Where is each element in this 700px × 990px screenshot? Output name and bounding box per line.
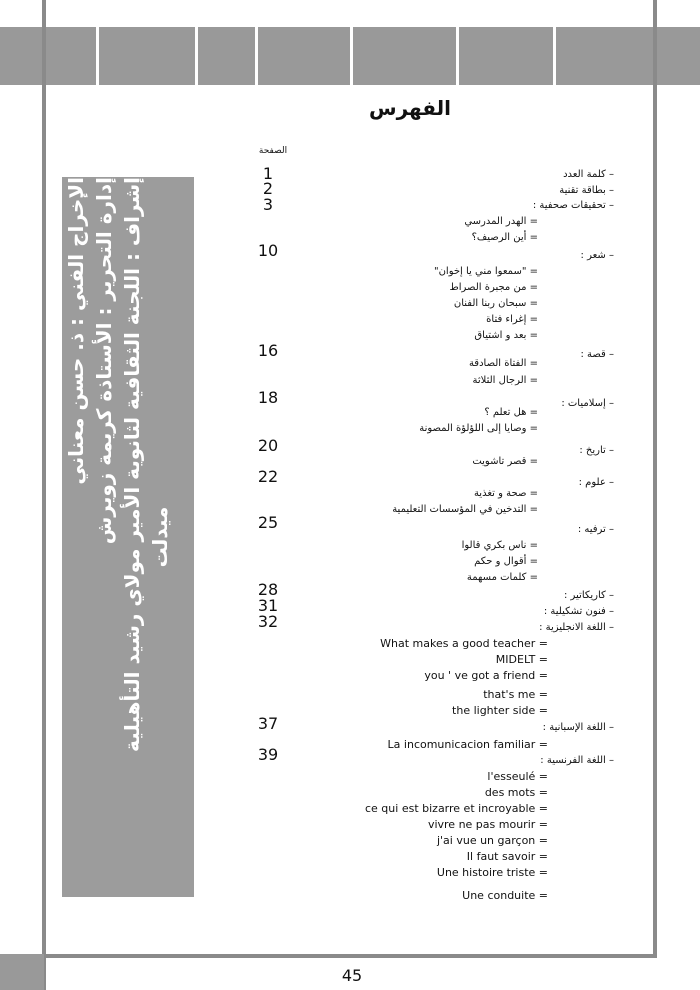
toc-entry: = إغراء فتاة [486,314,538,325]
toc-entry: = الرجال الثلاثة [472,375,538,386]
toc-entry: Il faut savoir = [466,850,548,863]
page-number: 45 [341,966,363,985]
toc-entry: = "سمعوا مني يا إخوان" [433,266,538,277]
credit-line: الإخراج الفني : ذ. حسن معناني [64,177,88,485]
toc-entry: = صحة و تغذية [473,488,538,499]
toc-entry: j'ai vue un garçon = [436,834,548,847]
toc-page-number: 3 [262,195,274,214]
toc-page-number: 10 [257,241,279,260]
credit-line: ميدلت [148,506,172,568]
header-divider [96,27,99,85]
toc-entry: – علوم : [578,477,614,488]
toc-entry: – اللغة الانجليزية : [539,622,614,633]
footer-corner-block [0,954,44,990]
toc-page-number: 20 [257,436,279,455]
toc-page-number: 16 [257,341,279,360]
toc-entry: – قصة : [580,349,614,360]
toc-entry: = هل تعلم ؟ [484,407,538,418]
page-column-header: الصفحة [258,146,288,156]
toc-entry: – كلمة العدد [563,169,614,180]
toc-entry: Une conduite = [462,889,548,902]
header-divider [456,27,459,85]
toc-entry: ce qui est bizarre et incroyable = [365,802,548,815]
toc-page-number: 31 [257,596,279,615]
toc-entry: that's me = [483,688,548,701]
header-band [0,27,700,85]
toc-page-number: 28 [257,580,279,599]
header-divider [553,27,556,85]
toc-entry: – تحقيقات صحفية : [532,200,614,211]
toc-page-number: 25 [257,513,279,532]
toc-entry: MIDELT = [495,653,548,666]
toc-entry: – اللغة الفرنسية : [540,755,614,766]
credit-line: إشراف : اللجنة الثقافية لثانوية الأمير مولاي رشيد التأهيلية [120,177,144,752]
toc-entry: you ' ve got a friend = [424,669,548,682]
frame-line-left [42,0,46,990]
credit-line: إدارة التحرير : الأستاذة كريمة زويرش [92,177,116,545]
frame-line-bottom [42,954,657,958]
toc-entry: the lighter side = [452,704,548,717]
toc-page-number: 39 [257,745,279,764]
toc-entry: – ترفيه : [577,524,614,535]
toc-entry: = أقوال و حكم [474,556,538,567]
header-divider [195,27,198,85]
frame-line-right [653,0,657,958]
toc-entry: Une histoire triste = [436,866,548,879]
toc-entry: = الهدر المدرسي [464,216,538,227]
toc-entry: – شعر : [580,250,614,261]
toc-entry: – اللغة الإسبانية : [542,722,614,733]
toc-page-number: 1 [262,164,274,183]
header-divider [350,27,353,85]
page-title: الفهرس [368,96,451,120]
toc-entry: = الفتاة الصادقة [468,358,538,369]
toc-entry: – إسلاميات : [561,398,614,409]
toc-entry: – فنون تشكيلية : [543,606,614,617]
toc-entry: – كاريكاتير : [563,590,614,601]
toc-entry: = من مجبرة الصراط [449,282,538,293]
toc-page-number: 2 [262,179,274,198]
toc-entry: – تاريخ : [579,445,614,456]
toc-entry: = وصايا إلى اللؤلؤة المصونة [419,423,538,434]
toc-page-number: 18 [257,388,279,407]
toc-entry: = بعد و اشتياق [474,330,538,341]
toc-entry: = سبحان ربنا الفنان [453,298,538,309]
credits-text [62,177,194,897]
toc-entry: La incomunicacion familiar = [387,738,548,751]
header-divider [255,27,258,85]
toc-page-number: 37 [257,714,279,733]
toc-entry: = أين الرصيف؟ [471,232,538,243]
toc-entry: des mots = [484,786,548,799]
toc-page-number: 22 [257,467,279,486]
toc-entry: = كلمات مسهمة [466,572,538,583]
toc-entry: vivre ne pas mourir = [427,818,548,831]
toc-entry: What makes a good teacher = [380,637,548,650]
toc-entry: = قصر تاشويت [472,456,538,467]
toc-entry: = ناس بكري قالوا [461,540,538,551]
toc-entry: – بطاقة تقنية [559,185,614,196]
toc-entry: l'esseulé = [487,770,548,783]
toc-entry: = التدخين في المؤسسات التعليمية [392,504,538,515]
toc-page-number: 32 [257,612,279,631]
